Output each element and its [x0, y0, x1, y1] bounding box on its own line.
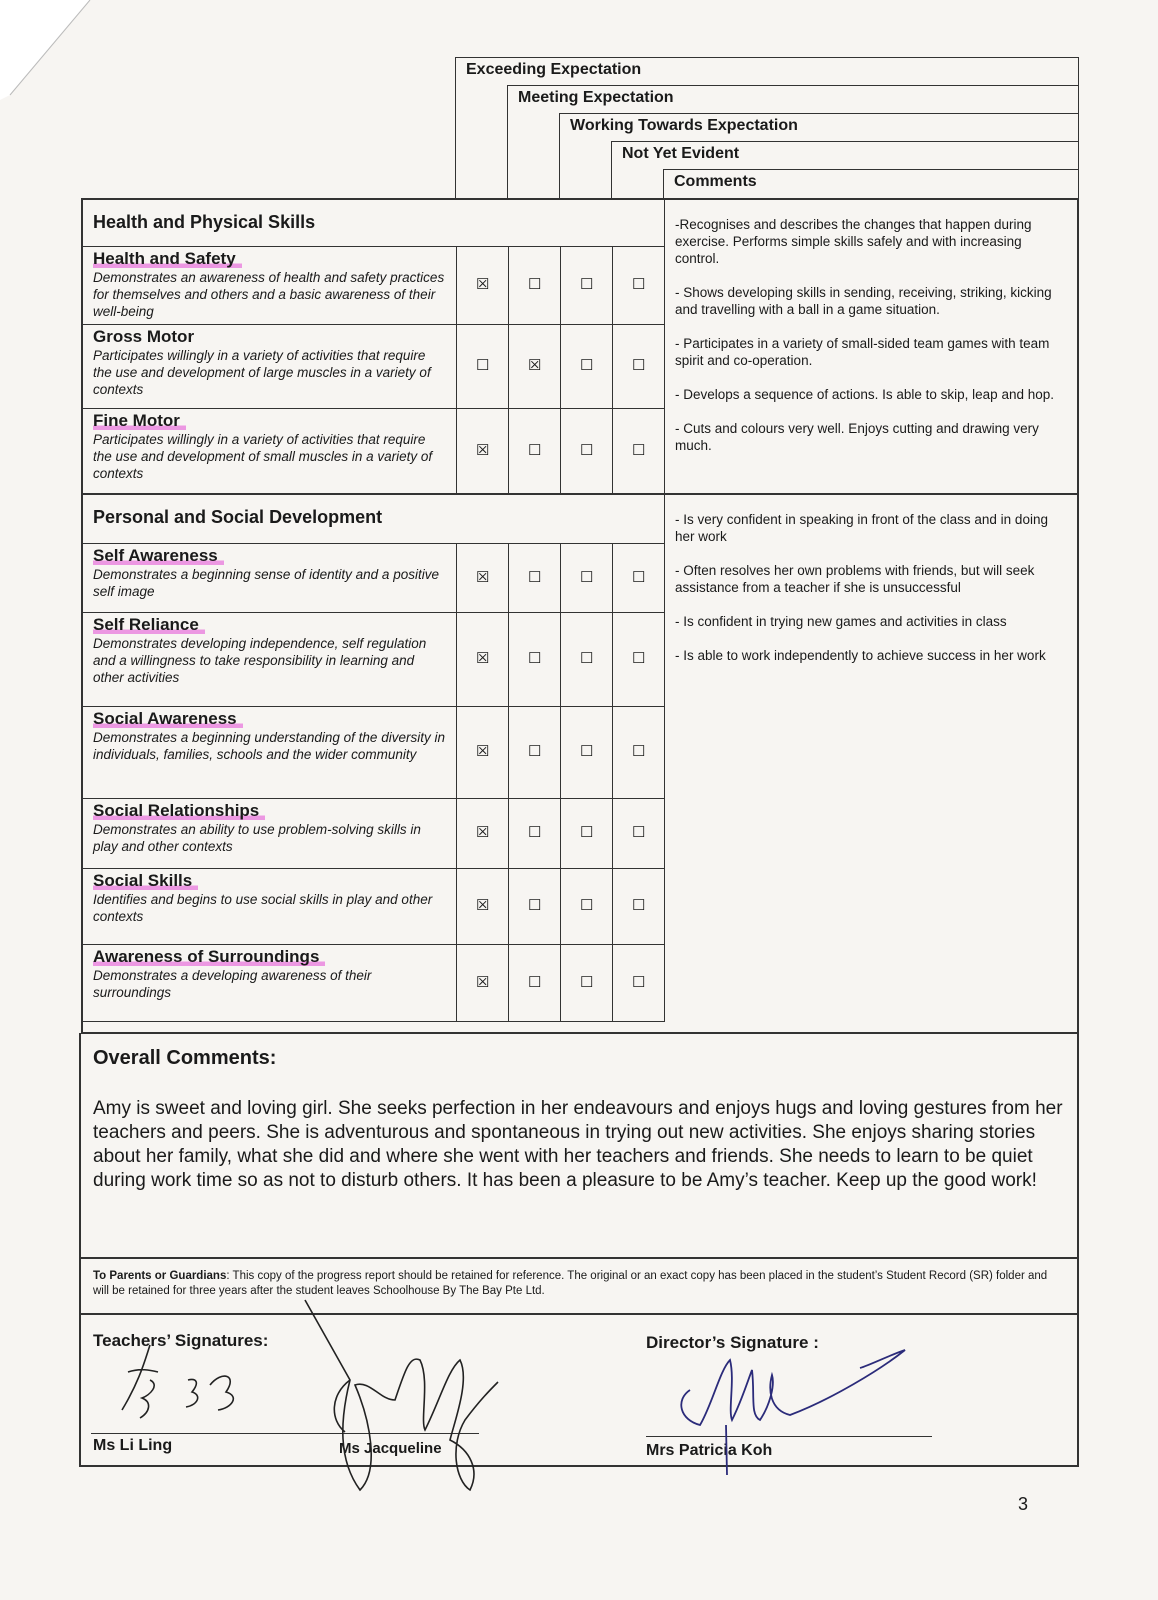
checkbox-exceeding[interactable]: ☒ [476, 743, 490, 760]
header-meeting: Meeting Expectation [507, 85, 1079, 198]
skill-title: Gross Motor [93, 327, 195, 346]
skill-title: Fine Motor [93, 411, 186, 431]
comment-text: - Cuts and colours very well. Enjoys cutting and drawing very much. [675, 421, 1039, 453]
checkbox-meeting[interactable]: ☐ [528, 743, 542, 760]
checkbox-not-yet-evident[interactable]: ☐ [632, 568, 646, 586]
checkbox-meeting[interactable]: ☒ [528, 357, 542, 374]
checkbox-not-yet-evident[interactable]: ☐ [632, 897, 646, 914]
checkbox-exceeding[interactable]: ☒ [476, 973, 490, 991]
skill-title: Social Skills [93, 871, 198, 891]
checkbox-working-towards[interactable]: ☐ [580, 897, 594, 914]
comment-text: - Participates in a variety of small-sided team games with team spirit and co-operation. [675, 336, 1050, 368]
skill-title: Self Awareness [93, 546, 224, 566]
checkbox-working-towards[interactable]: ☐ [580, 276, 594, 293]
checkbox-exceeding[interactable]: ☒ [476, 824, 490, 841]
skill-description: Demonstrates an ability to use problem-solving skills in play and other contexts [93, 822, 421, 854]
skill-description: Identifies and begins to use social skills in play and other contexts [93, 892, 433, 924]
skill-title: Self Reliance [93, 615, 205, 635]
checkbox-meeting[interactable]: ☐ [528, 973, 542, 991]
checkbox-meeting[interactable]: ☐ [528, 897, 542, 914]
teacher1-signature [122, 1345, 233, 1418]
skill-title: Social Awareness [93, 709, 243, 729]
checkbox-not-yet-evident[interactable]: ☐ [632, 743, 646, 760]
comment-text: - Develops a sequence of actions. Is able to skip, leap and hop. [675, 387, 1054, 402]
skill-description: Participates willingly in a variety of activities that require the use and development of small muscles in a variety of contexts [93, 432, 433, 481]
checkbox-working-towards[interactable]: ☐ [580, 973, 594, 991]
skill-description: Participates willingly in a variety of activities that require the use and development of large muscles in a variety of contexts [93, 348, 431, 397]
checkbox-not-yet-evident[interactable]: ☐ [632, 824, 646, 841]
directors-signature-heading: Director’s Signature : [646, 1333, 819, 1352]
teachers-signatures-heading: Teachers’ Signatures: [93, 1331, 269, 1350]
header-not-yet-evident: Not Yet Evident [611, 141, 1079, 198]
checkbox-working-towards[interactable]: ☐ [580, 824, 594, 841]
comment-text: - Shows developing skills in sending, receiving, striking, kicking and travelling with a ball in a game situation. [675, 285, 1052, 317]
section-title: Health and Physical Skills [93, 212, 316, 232]
checkbox-working-towards[interactable]: ☐ [580, 442, 594, 459]
header-exceeding: Exceeding Expectation [455, 57, 1079, 198]
checkbox-meeting[interactable]: ☐ [528, 442, 542, 459]
checkbox-exceeding[interactable]: ☒ [476, 276, 490, 293]
header-working-towards: Working Towards Expectation [559, 113, 1079, 198]
checkbox-meeting[interactable]: ☐ [528, 568, 542, 586]
skill-title: Social Relationships [93, 801, 265, 821]
checkbox-not-yet-evident[interactable]: ☐ [632, 650, 646, 667]
comment-text: -Recognises and describes the changes that happen during exercise. Performs simple skills safely and with increasing control. [675, 217, 1032, 266]
comment-text: - Is able to work independently to achieve success in her work [675, 648, 1046, 663]
checkbox-not-yet-evident[interactable]: ☐ [632, 442, 646, 459]
director-name: Mrs Patricia Koh [646, 1442, 773, 1459]
checkbox-exceeding[interactable]: ☒ [476, 897, 490, 914]
checkbox-exceeding[interactable]: ☒ [476, 568, 490, 586]
checkbox-not-yet-evident[interactable]: ☐ [632, 276, 646, 293]
skill-title: Awareness of Surroundings [93, 947, 325, 967]
skill-description: Demonstrates a beginning understanding of the diversity in individuals, families, schools and the wider community [93, 730, 445, 762]
teacher2-name: Ms Jacqueline [339, 1440, 442, 1457]
checkbox-working-towards[interactable]: ☐ [580, 357, 594, 374]
checkbox-working-towards[interactable]: ☐ [580, 568, 594, 586]
checkbox-working-towards[interactable]: ☐ [580, 743, 594, 760]
teacher2-signature [305, 1300, 498, 1490]
skill-description: Demonstrates a developing awareness of their surroundings [93, 968, 372, 1000]
skill-title: Health and Safety [93, 249, 242, 269]
checkbox-exceeding[interactable]: ☐ [476, 357, 490, 374]
skill-description: Demonstrates a beginning sense of identity and a positive self image [93, 567, 439, 599]
checkbox-meeting[interactable]: ☐ [528, 276, 542, 293]
comment-text: - Is very confident in speaking in front of the class and in doing her work [675, 512, 1048, 544]
checkbox-meeting[interactable]: ☐ [528, 650, 542, 667]
checkbox-exceeding[interactable]: ☒ [476, 442, 490, 459]
section-title: Personal and Social Development [93, 507, 383, 527]
skill-description: Demonstrates an awareness of health and safety practices for themselves and others and a basic awareness of their well-being [93, 270, 445, 319]
checkbox-working-towards[interactable]: ☐ [580, 650, 594, 667]
parents-notice-label: To Parents or Guardians [93, 1270, 227, 1282]
parents-notice-text: : This copy of the progress report should be retained for reference. The original or an exact copy has been placed in the student’s Student Record (SR) folder and will be retained for three years after the student leaves Schoolhouse By The Bay Pte Ltd. [93, 1270, 1048, 1297]
checkbox-meeting[interactable]: ☐ [528, 824, 542, 841]
header-comments: Comments [663, 169, 1079, 198]
checkbox-exceeding[interactable]: ☒ [476, 650, 490, 667]
skill-description: Demonstrates developing independence, self regulation and a willingness to take responsibility in learning and other activities [93, 636, 427, 685]
director-signature [681, 1350, 905, 1475]
page-number: 3 [1018, 1494, 1029, 1514]
checkbox-not-yet-evident[interactable]: ☐ [632, 973, 646, 991]
comment-text: - Is confident in trying new games and activities in class [675, 614, 1007, 629]
teacher1-name: Ms Li Ling [93, 1437, 173, 1454]
comment-text: - Often resolves her own problems with friends, but will seek assistance from a teacher if she is unsuccessful [675, 563, 1035, 595]
overall-comments-heading: Overall Comments: [93, 1047, 277, 1069]
checkbox-not-yet-evident[interactable]: ☐ [632, 357, 646, 374]
overall-comments-text: Amy is sweet and loving girl. She seeks perfection in her endeavours and enjoys hugs and loving gestures from her teachers and peers. She is adventurous and spontaneous in trying out new activities. She enjoys sharing stories about her family, what she did and where she went with her teachers and friends. She needs to learn to be quiet during work time so as not to disturb others. It has been a pleasure to be Amy’s teacher. Keep up the good work! [93, 1098, 1063, 1191]
